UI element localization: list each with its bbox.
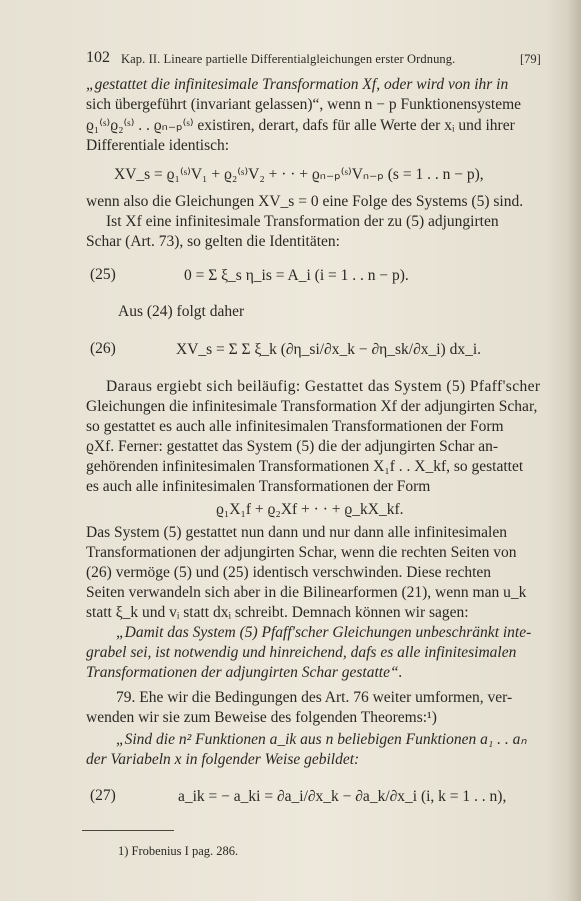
text-line: Daraus ergiebt sich beiläufig: Gestattet das System (5) Pfaff'scher (106, 378, 541, 395)
footnote: 1) Frobenius I pag. 286. (118, 844, 239, 858)
footnote-rule (82, 830, 174, 831)
text-line: Seiten verwandeln sich aber in die Bilinearformen (21), wenn man u_k (86, 584, 527, 601)
text-line: Ist Xf eine infinitesimale Transformation der zu (5) adjungirten (106, 213, 499, 230)
text-line: statt ξ_k und vᵢ statt dxᵢ schreibt. Demnach können wir sagen: (86, 604, 469, 621)
equation-27: a_ik = − a_ki = ∂a_i/∂x_k − ∂a_k/∂x_i (i, k = 1 . . n), (178, 788, 507, 805)
text-line: ϱXf. Ferner: gestattet das System (5) die der adjungirten Schar an- (86, 438, 499, 455)
text-line: der Variabeln x in folgender Weise gebildet: (86, 751, 360, 768)
text-line: grabel sei, ist notwendig und hinreichend, dafs es alle infinitesimalen (86, 644, 517, 661)
equation-sum: ϱ₁X₁f + ϱ₂Xf + · · + ϱ_kX_kf. (216, 501, 404, 518)
text-line: Differentiale identisch: (86, 137, 230, 154)
text-line: wenden wir sie zum Beweise des folgenden Theorems:¹) (86, 709, 437, 726)
text-line: es auch alle infinitesimalen Transformationen der Form (86, 478, 431, 495)
equation-xv: XV_s = ϱ₁⁽ˢ⁾V₁ + ϱ₂⁽ˢ⁾V₂ + · · + ϱₙ₋ₚ⁽ˢ⁾Vₙ₋ₚ (s = 1 . . n − p), (114, 166, 484, 183)
text-line: Gleichungen die infinitesimale Transformation Xf der adjungirten Schar, (86, 398, 538, 415)
text-line: ϱ₁⁽ˢ⁾ϱ₂⁽ˢ⁾ . . ϱₙ₋ₚ⁽ˢ⁾ existiren, derart, dafs für alle Werte der xᵢ und ihrer (86, 117, 515, 134)
page-edge-shadow (567, 0, 581, 901)
text-line: wenn also die Gleichungen XV_s = 0 eine Folge des Systems (5) sind. (86, 193, 524, 210)
text-line: so gestattet es auch alle infinitesimalen Transformationen der Form (86, 418, 504, 435)
page-number: 102 (86, 49, 110, 66)
text-line: sich übergeführt (invariant gelassen)“, wenn n − p Funktionensysteme (86, 96, 522, 113)
equation-26: XV_s = Σ Σ ξ_k (∂η_si/∂x_k − ∂η_sk/∂x_i) dx_i. (176, 341, 481, 358)
equation-label: (25) (90, 266, 116, 283)
equation-25: 0 = Σ ξ_s η_is = A_i (i = 1 . . n − p). (184, 267, 409, 284)
text-line: (26) vermöge (5) und (25) identisch verschwinden. Diese rechten (86, 564, 492, 581)
text-line: Schar (Art. 73), so gelten die Identitäten: (86, 233, 340, 250)
section-ref: [79] (520, 52, 541, 66)
text-line: Aus (24) folgt daher (118, 303, 245, 320)
text-line: Das System (5) gestattet nun dann und nur dann alle infinitesimalen (86, 524, 507, 541)
text-line: „gestattet die infinitesimale Transformation Xf, oder wird von ihr in (86, 76, 509, 93)
text-line: „Sind die n² Funktionen a_ik aus n beliebigen Funktionen a₁ . . aₙ (116, 731, 527, 748)
equation-label: (27) (90, 787, 116, 804)
text-line: Transformationen der adjungirten Schar, wenn die rechten Seiten von (86, 544, 517, 561)
text-line: gehörenden infinitesimalen Transformationen X₁f . . X_kf, so gestattet (86, 458, 524, 475)
equation-label: (26) (90, 340, 116, 357)
text-line: „Damit das System (5) Pfaff'scher Gleichungen unbeschränkt inte- (116, 624, 532, 641)
text-line: 79. Ehe wir die Bedingungen des Art. 76 weiter umformen, ver- (116, 689, 513, 706)
running-title: Kap. II. Lineare partielle Differentialgleichungen erster Ordnung. (121, 52, 456, 66)
text-line: Transformationen der adjungirten Schar gestatte“. (86, 664, 403, 681)
